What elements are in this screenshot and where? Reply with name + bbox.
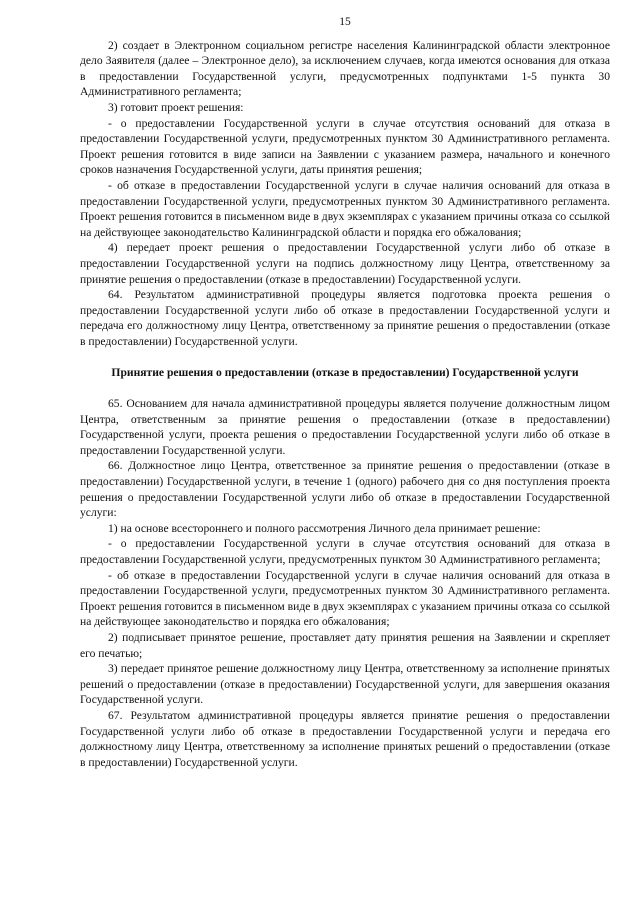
paragraph-2-creates-electronic-case: 2) создает в Электронном социальном регистре населения Калининградской области электронное дело Заявителя (далее – Электронное дело), за исключением случаев, когда имеются основания для отказа в предоставлении Государственной услуги, предусмотренных подпунктами 1-5 пункта 30 Административного регламента; xyxy=(80,38,610,99)
paragraph-3-transfers-decision: 3) передает принятое решение должностному лицу Центра, ответственному за исполнение принятых решений о предоставлении (отказе в предоставлении) Государственной услуги, для завершения оказания Государственной услуги. xyxy=(80,662,610,707)
paragraph-1-decision: 1) на основе всестороннего и полного рассмотрения Личного дела принимает решение: xyxy=(108,521,541,535)
paragraph-66-official: 66. Должностное лицо Центра, ответственное за принятие решения о предоставлении (отказе в предоставлении) Государственной услуги, в течение 1 (одного) рабочего дня со дня поступления проекта решения о предоставлении Государственной услуги либо об отказе в предоставлении Государственной услуги: xyxy=(80,459,610,520)
page-number: 15 xyxy=(339,15,351,28)
paragraph-decision-grant: - о предоставлении Государственной услуги в случае отсутствия оснований для отказа в предоставлении Государственной услуги, предусмотренных пунктом 30 Административного регламента; xyxy=(80,537,610,566)
paragraph-4-transfers-draft: 4) передает проект решения о предоставлении Государственной услуги либо об отказе в предоставлении Государственной услуги на подпись должностному лицу Центра, ответственному за принятие решения о предоставлении (отказе в предоставлении) Государственной услуги. xyxy=(80,241,610,286)
paragraph-3-prepares-draft: 3) готовит проект решения: xyxy=(108,100,244,114)
paragraph-2-signs-decision: 2) подписывает принятое решение, проставляет дату принятия решения на Заявлении и скрепляет его печатью; xyxy=(80,630,610,660)
paragraph-67-result: 67. Результатом административной процедуры является принятие решения о предоставлении Государственной услуги либо об отказе в предоставлении Государственной услуги и передача его должностному лицу Центра, ответственному за исполнение принятых решений о предоставлении (отказе в предоставлении) Государственной услуги. xyxy=(80,708,610,769)
document-page xyxy=(80,14,610,770)
paragraph-decision-refusal: - об отказе в предоставлении Государственной услуги в случае наличия оснований для отказа в предоставлении Государственной услуги, предусмотренных пунктом 30 Административного регламента. Проект решения готовится в письменном виде в двух экземплярах с указанием причины отказа со ссылкой на действующее законодательство и порядка его обжалования; xyxy=(80,568,610,629)
section-heading: Принятие решения о предоставлении (отказе в предоставлении) Государственной услуги xyxy=(111,366,579,380)
paragraph-draft-refusal: - об отказе в предоставлении Государственной услуги в случае наличия оснований для отказа в предоставлении Государственной услуги, предусмотренных пунктом 30 Административного регламента. Проект решения готовится в письменном виде в двух экземплярах с указанием причины отказа со ссылкой на действующее законодательство Калининградской области и порядка его обжалования; xyxy=(80,178,610,239)
paragraph-65-basis: 65. Основанием для начала административной процедуры является получение должностным лицом Центра, ответственным за принятие решения о предоставлении (отказе в предоставлении) Государственной услуги, проекта решения о предоставлении Государственной услуги либо об отказе в предоставлении Государственной услуги. xyxy=(80,397,610,457)
paragraph-64-result: 64. Результатом административной процедуры является подготовка проекта решения о предоставлении Государственной услуги либо об отказе в предоставлении Государственной услуги и передача его должностному лицу Центра, ответственному за принятие решения о предоставлении (отказе в предоставлении) Государственной услуги. xyxy=(80,288,610,348)
paragraph-draft-grant: - о предоставлении Государственной услуги в случае отсутствия оснований для отказа в предоставлении Государственной услуги, предусмотренных пунктом 30 Административного регламента. Проект решения готовится в виде записи на Заявлении с указанием размера, начального и конечного сроков назначения Государственной услуги, даты принятия решения; xyxy=(80,116,610,177)
